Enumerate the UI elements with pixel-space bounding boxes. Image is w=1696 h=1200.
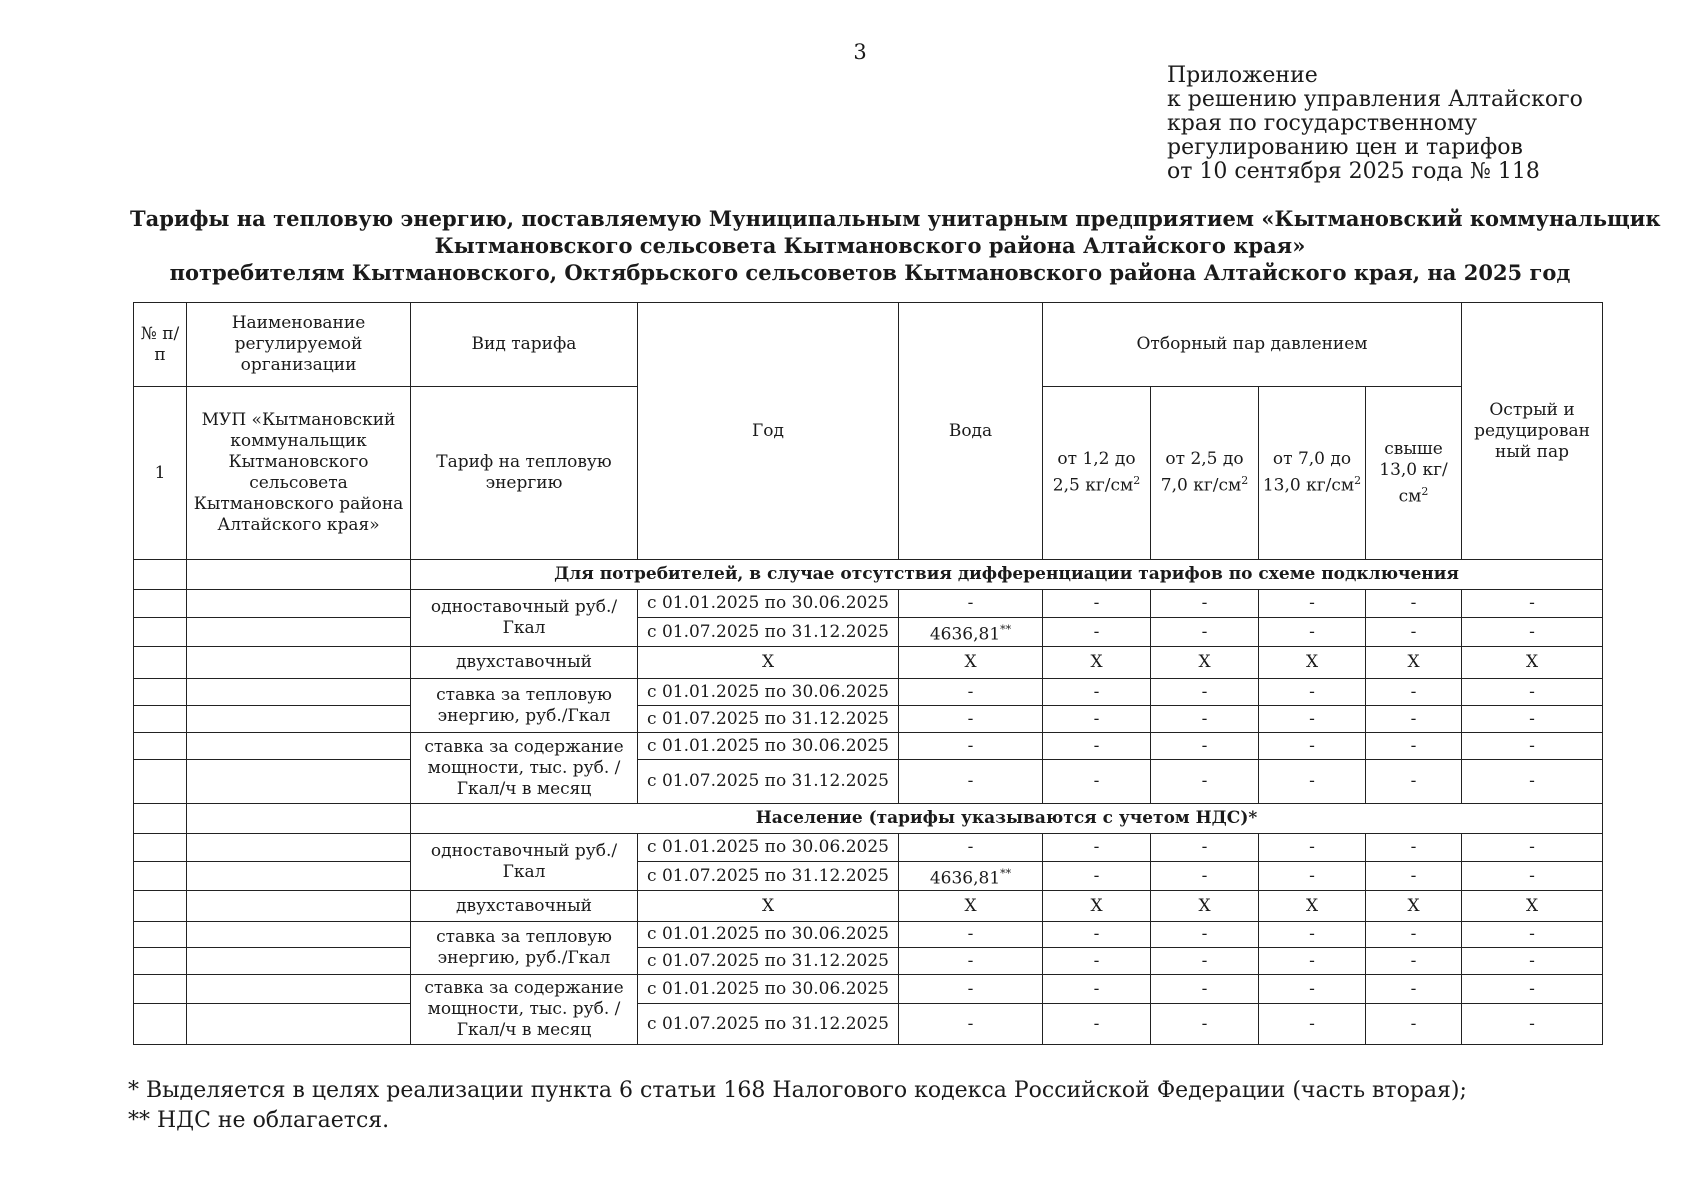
value-cell: -: [1366, 948, 1462, 975]
superscript: 2: [1133, 474, 1141, 488]
value-cell: -: [1366, 862, 1462, 891]
capacity-label: ставка за содержание мощности, тыс. руб. /Гкал/ч в месяц: [411, 975, 638, 1045]
value-cell: -: [1151, 834, 1259, 862]
value-cell: -: [1462, 862, 1603, 891]
value-cell: -: [1259, 760, 1366, 804]
header-sharp-steam: Острый и редуцирован ный пар: [1462, 303, 1603, 560]
value-cell: -: [1366, 679, 1462, 706]
table-row: [134, 862, 1603, 891]
section-title: Для потребителей, в случае отсутствия дифференциации тарифов по схеме подключения: [411, 560, 1603, 590]
value-cell: -: [1151, 733, 1259, 760]
value-cell: -: [1151, 862, 1259, 891]
value-cell: -: [1151, 1004, 1259, 1045]
value-cell: -: [1462, 679, 1603, 706]
header-steam-2: [1151, 387, 1259, 560]
row-num: 1: [134, 387, 187, 560]
value-cell: -: [899, 834, 1043, 862]
document-title: [130, 205, 1661, 286]
section-title-row: [134, 804, 1603, 834]
period-cell: с 01.01.2025 по 30.06.2025: [638, 834, 899, 862]
value-cell: -: [1366, 590, 1462, 618]
water-value: 4636,81: [929, 624, 1001, 645]
period-cell: с 01.07.2025 по 31.12.2025: [638, 706, 899, 733]
value-cell: -: [1259, 590, 1366, 618]
footnote-mark: **: [1000, 622, 1012, 636]
value-cell: -: [1151, 618, 1259, 647]
value-cell: -: [899, 590, 1043, 618]
value-cell: -: [1462, 590, 1603, 618]
value-cell: -: [1151, 948, 1259, 975]
value-cell: -: [1259, 618, 1366, 647]
superscript: 2: [1241, 474, 1249, 488]
header-steam-1: [1043, 387, 1151, 560]
footnote: * Выделяется в целях реализации пункта 6 статьи 168 Налогового кодекса Российской Федерации (часть вторая);: [128, 1078, 1467, 1103]
value-cell: -: [1462, 834, 1603, 862]
table-row: [134, 618, 1603, 647]
value-cell: -: [1151, 679, 1259, 706]
table-row: [134, 922, 1603, 948]
value-cell: -: [1366, 733, 1462, 760]
x-cell: Х: [1366, 891, 1462, 922]
table-row: [134, 975, 1603, 1004]
x-cell: Х: [899, 647, 1043, 679]
value-cell: [899, 618, 1043, 647]
period-cell: с 01.01.2025 по 30.06.2025: [638, 679, 899, 706]
period-cell: с 01.01.2025 по 30.06.2025: [638, 922, 899, 948]
value-cell: -: [1366, 975, 1462, 1004]
table-row: [134, 1004, 1603, 1045]
period-cell: с 01.07.2025 по 31.12.2025: [638, 948, 899, 975]
value-cell: -: [1151, 760, 1259, 804]
table-row: [134, 891, 1603, 922]
value-cell: -: [899, 760, 1043, 804]
x-cell: Х: [1462, 891, 1603, 922]
value-cell: -: [1259, 975, 1366, 1004]
value-cell: -: [1462, 975, 1603, 1004]
value-cell: -: [1043, 975, 1151, 1004]
appendix-line: регулированию цен и тарифов: [1167, 135, 1523, 160]
table-row: [134, 834, 1603, 862]
appendix-block: [1167, 64, 1583, 184]
value-cell: -: [1259, 679, 1366, 706]
footnote: ** НДС не облагается.: [128, 1108, 390, 1133]
title-line: Кытмановского сельсовета Кытмановского района Алтайского края»: [434, 233, 1306, 258]
header-year: Год: [638, 303, 899, 560]
single-rate-label: одноставочный руб./Гкал: [411, 590, 638, 647]
footnotes: [128, 1076, 1467, 1136]
value-cell: -: [1151, 706, 1259, 733]
title-line: Тарифы на тепловую энергию, поставляемую Муниципальным унитарным предприятием «Кытмановский коммунальщик: [130, 206, 1661, 231]
single-rate-label: одноставочный руб./Гкал: [411, 834, 638, 891]
value-cell: -: [1043, 834, 1151, 862]
header-steam-3-text: от 7,0 до 13,0 кг/см: [1262, 449, 1355, 496]
value-cell: -: [1043, 706, 1151, 733]
value-cell: -: [1462, 760, 1603, 804]
header-steam-3: [1259, 387, 1366, 560]
value-cell: -: [1259, 948, 1366, 975]
period-cell: с 01.07.2025 по 31.12.2025: [638, 1004, 899, 1045]
value-cell: -: [1462, 948, 1603, 975]
appendix-line: от 10 сентября 2025 года № 118: [1167, 159, 1540, 184]
value-cell: -: [1043, 922, 1151, 948]
value-cell: -: [1043, 733, 1151, 760]
value-cell: -: [1462, 922, 1603, 948]
value-cell: -: [1366, 834, 1462, 862]
value-cell: -: [1259, 1004, 1366, 1045]
x-cell: Х: [1259, 647, 1366, 679]
org-name: МУП «Кытмановский коммунальщик Кытмановского сельсовета Кытмановского района Алтайского края»: [187, 387, 411, 560]
x-cell: Х: [1366, 647, 1462, 679]
value-cell: -: [899, 733, 1043, 760]
table-row: [134, 733, 1603, 760]
header-steam: Отборный пар давлением: [1043, 303, 1462, 387]
period-cell: с 01.07.2025 по 31.12.2025: [638, 862, 899, 891]
table-row: [134, 948, 1603, 975]
value-cell: -: [1151, 590, 1259, 618]
x-cell: Х: [1151, 647, 1259, 679]
two-part-label: двухставочный: [411, 891, 638, 922]
tariff-table: [133, 302, 1603, 1045]
value-cell: -: [1366, 1004, 1462, 1045]
table-row: [134, 590, 1603, 618]
value-cell: [899, 862, 1043, 891]
capacity-label: ставка за содержание мощности, тыс. руб. /Гкал/ч в месяц: [411, 733, 638, 804]
header-org-name: Наименование регулируемой организации: [187, 303, 411, 387]
value-cell: -: [899, 1004, 1043, 1045]
value-cell: -: [1043, 948, 1151, 975]
x-cell: Х: [1043, 647, 1151, 679]
value-cell: -: [1366, 706, 1462, 733]
x-cell: Х: [1462, 647, 1603, 679]
value-cell: -: [1366, 922, 1462, 948]
x-cell: Х: [1259, 891, 1366, 922]
page-number: 3: [853, 40, 867, 64]
value-cell: -: [1259, 862, 1366, 891]
water-value: 4636,81: [929, 868, 1001, 889]
value-cell: -: [1151, 975, 1259, 1004]
superscript: 2: [1354, 474, 1362, 488]
header-water: Вода: [899, 303, 1043, 560]
appendix-line: Приложение: [1167, 63, 1318, 88]
period-cell: с 01.01.2025 по 30.06.2025: [638, 590, 899, 618]
value-cell: -: [1259, 706, 1366, 733]
value-cell: -: [899, 706, 1043, 733]
appendix-line: края по государственному: [1167, 111, 1478, 136]
x-cell: Х: [899, 891, 1043, 922]
value-cell: -: [899, 948, 1043, 975]
value-cell: -: [1259, 834, 1366, 862]
superscript: 2: [1421, 484, 1429, 498]
table-row: [134, 647, 1603, 679]
value-cell: -: [899, 922, 1043, 948]
header-num: № п/п: [134, 303, 187, 387]
x-cell: Х: [1151, 891, 1259, 922]
value-cell: -: [1462, 1004, 1603, 1045]
header-tariff-type: Вид тарифа: [411, 303, 638, 387]
value-cell: -: [1462, 706, 1603, 733]
period-cell: с 01.07.2025 по 31.12.2025: [638, 618, 899, 647]
value-cell: -: [1043, 862, 1151, 891]
table-row: [134, 706, 1603, 733]
period-cell: с 01.07.2025 по 31.12.2025: [638, 760, 899, 804]
header-steam-1-text: от 1,2 до 2,5 кг/см: [1052, 449, 1136, 496]
table-row: [134, 679, 1603, 706]
section-title-row: [134, 560, 1603, 590]
value-cell: -: [1462, 618, 1603, 647]
value-cell: -: [899, 679, 1043, 706]
x-cell: Х: [1043, 891, 1151, 922]
period-cell: с 01.01.2025 по 30.06.2025: [638, 733, 899, 760]
header-steam-4: [1366, 387, 1462, 560]
value-cell: -: [1043, 590, 1151, 618]
value-cell: -: [1462, 733, 1603, 760]
period-cell: с 01.01.2025 по 30.06.2025: [638, 975, 899, 1004]
appendix-line: к решению управления Алтайского: [1167, 87, 1583, 112]
value-cell: -: [899, 975, 1043, 1004]
value-cell: -: [1043, 760, 1151, 804]
value-cell: -: [1151, 922, 1259, 948]
table-row: [134, 760, 1603, 804]
two-part-label: двухставочный: [411, 647, 638, 679]
value-cell: -: [1259, 733, 1366, 760]
footnote-mark: **: [1000, 866, 1012, 880]
value-cell: -: [1366, 760, 1462, 804]
value-cell: -: [1043, 1004, 1151, 1045]
header-row: [134, 303, 1603, 387]
value-cell: -: [1366, 618, 1462, 647]
heat-rate-label: ставка за тепловую энергию, руб./Гкал: [411, 679, 638, 733]
value-cell: -: [1043, 618, 1151, 647]
title-line: потребителям Кытмановского, Октябрьского сельсоветов Кытмановского района Алтайского края, на 2025 год: [169, 260, 1571, 285]
value-cell: -: [1259, 922, 1366, 948]
section-title: Население (тарифы указываются с учетом НДС)*: [411, 804, 1603, 834]
header-steam-2-text: от 2,5 до 7,0 кг/см: [1160, 449, 1244, 496]
header-steam-4-text: свыше 13,0 кг/см: [1379, 438, 1448, 507]
heat-rate-label: ставка за тепловую энергию, руб./Гкал: [411, 922, 638, 975]
tariff-name: Тариф на тепловую энергию: [411, 387, 638, 560]
x-cell: Х: [638, 891, 899, 922]
x-cell: Х: [638, 647, 899, 679]
value-cell: -: [1043, 679, 1151, 706]
